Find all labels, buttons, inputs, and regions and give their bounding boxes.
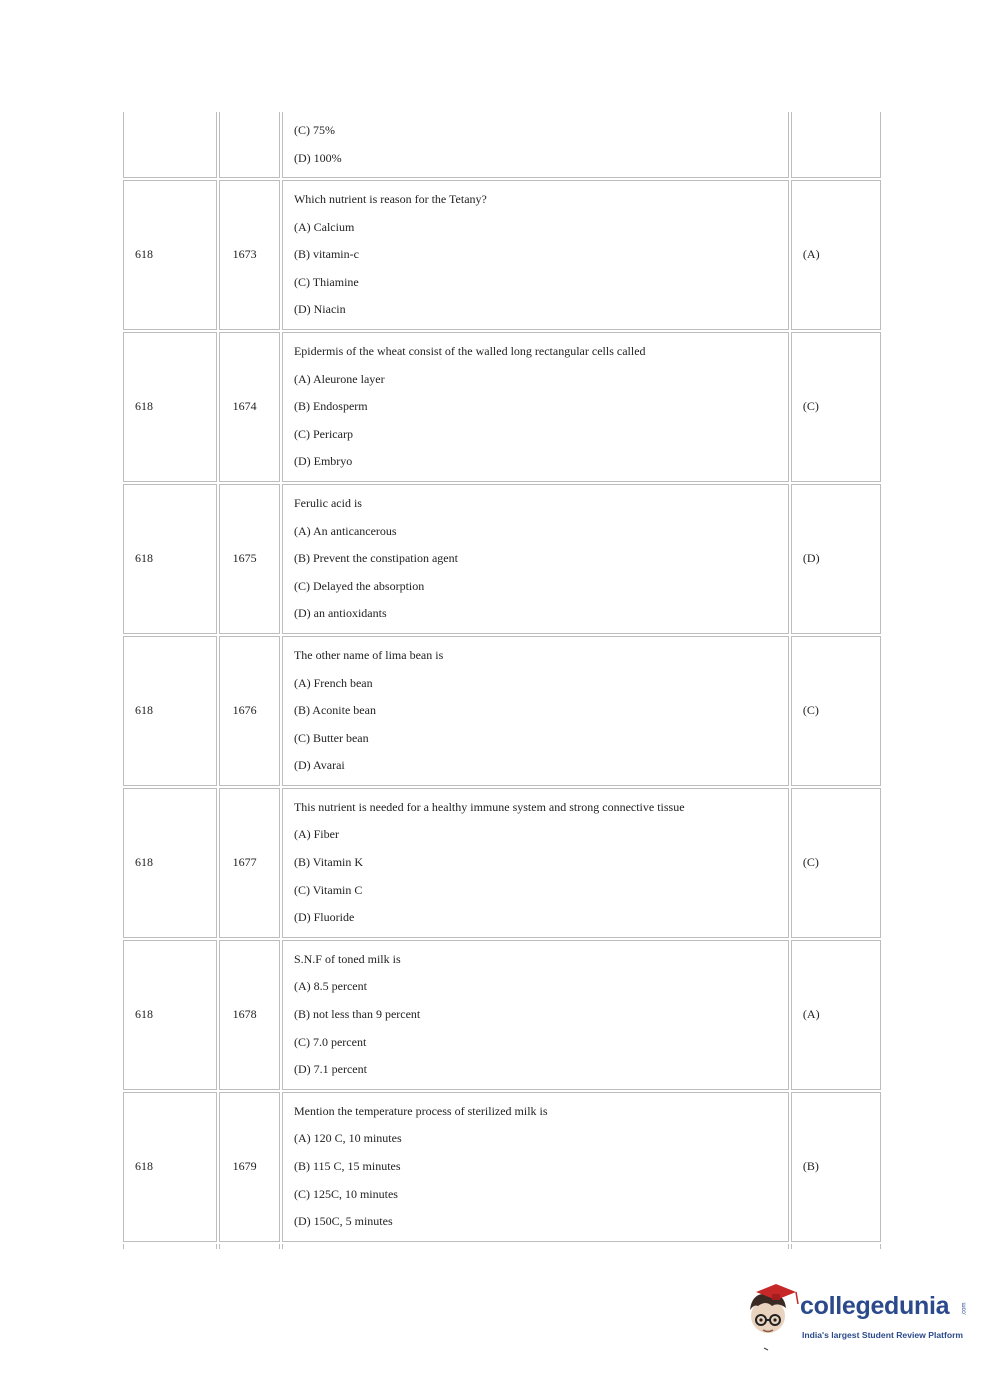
paper-cell: 618 bbox=[123, 788, 217, 938]
number-cell: 1673 bbox=[219, 180, 280, 330]
table-row bbox=[123, 180, 881, 330]
answer-cell: (A) bbox=[791, 940, 881, 1090]
option-text: (A) Fiber bbox=[293, 827, 339, 842]
question-text: Which nutrient is reason for the Tetany? bbox=[293, 192, 487, 206]
question-cell bbox=[282, 1244, 789, 1249]
paper-cell: 618 bbox=[123, 636, 217, 786]
option-text: (C) Vitamin C bbox=[293, 882, 363, 897]
paper-cell: 618 bbox=[123, 180, 217, 330]
answer-cell: (C) bbox=[791, 332, 881, 482]
answer-cell: (C) bbox=[791, 636, 881, 786]
table-row bbox=[123, 1092, 881, 1242]
question-cell bbox=[282, 940, 789, 1090]
option-text: (A) French bean bbox=[293, 675, 373, 690]
option-text: (C) Butter bean bbox=[293, 730, 369, 745]
number-cell bbox=[219, 112, 280, 178]
option-text: (C) 125C, 10 minutes bbox=[293, 1186, 398, 1201]
number-cell: 1678 bbox=[219, 940, 280, 1090]
option-text: (D) 7.1 percent bbox=[293, 1062, 367, 1077]
option-text: (A) 8.5 percent bbox=[293, 979, 367, 994]
paper-cell: 618 bbox=[123, 484, 217, 634]
question-text: This nutrient is needed for a healthy immune system and strong connective tissue bbox=[293, 799, 685, 814]
question-cell bbox=[282, 1092, 789, 1242]
number-cell: 1674 bbox=[219, 332, 280, 482]
answer-cell: (C) bbox=[791, 788, 881, 938]
answer-cell bbox=[791, 1244, 881, 1249]
option-text: (D) 100% bbox=[293, 150, 342, 165]
option-text: (A) 120 C, 10 minutes bbox=[293, 1131, 402, 1146]
answer-cell: (D) bbox=[791, 484, 881, 634]
question-text: Mention the temperature process of sterilized milk is bbox=[293, 1103, 548, 1118]
question-cell bbox=[282, 332, 789, 482]
option-text: (B) Prevent the constipation agent bbox=[293, 551, 458, 566]
table-row bbox=[123, 332, 881, 482]
paper-cell: 618 bbox=[123, 940, 217, 1090]
answer-cell: (A) bbox=[791, 180, 881, 330]
paper-cell: 618 bbox=[123, 1092, 217, 1242]
option-text: (B) 115 C, 15 minutes bbox=[293, 1159, 401, 1173]
question-cell bbox=[282, 636, 789, 786]
logo-suffix: .com bbox=[961, 1302, 968, 1316]
questions-table bbox=[121, 110, 883, 1251]
option-text: (A) Calcium bbox=[293, 219, 355, 234]
question-cell bbox=[282, 484, 789, 634]
logo-wordmark: collegedunia bbox=[800, 1292, 950, 1320]
option-text: (B) Aconite bean bbox=[293, 703, 376, 718]
option-text: (B) vitamin-c bbox=[293, 247, 359, 262]
number-cell: 1675 bbox=[219, 484, 280, 634]
option-text: (D) an antioxidants bbox=[293, 606, 387, 621]
question-cell bbox=[282, 112, 789, 178]
continuation-row bbox=[123, 1244, 881, 1249]
question-cell bbox=[282, 180, 789, 330]
option-text: (B) not less than 9 percent bbox=[293, 1007, 421, 1022]
answer-cell: (B) bbox=[791, 1092, 881, 1242]
answer-cell bbox=[791, 112, 881, 178]
option-text: (C) Delayed the absorption bbox=[293, 578, 425, 593]
option-text: (C) Pericarp bbox=[293, 426, 353, 441]
paper-cell: 618 bbox=[123, 332, 217, 482]
number-cell: 1676 bbox=[219, 636, 280, 786]
option-text: (A) An anticancerous bbox=[293, 523, 397, 538]
option-text: (B) Endosperm bbox=[293, 399, 368, 414]
question-text: Ferulic acid is bbox=[293, 495, 362, 510]
number-cell: 1677 bbox=[219, 788, 280, 938]
option-text: (C) 7.0 percent bbox=[293, 1034, 367, 1049]
paper-cell bbox=[123, 1244, 217, 1249]
question-cell bbox=[282, 788, 789, 938]
logo-tagline: India's largest Student Review Platform bbox=[802, 1330, 964, 1340]
number-cell bbox=[219, 1244, 280, 1249]
option-text: (A) Aleurone layer bbox=[293, 371, 385, 386]
option-text: (D) Fluoride bbox=[293, 910, 355, 925]
question-text: Epidermis of the wheat consist of the walled long rectangular cells called bbox=[293, 343, 646, 358]
option-text: (D) 150C, 5 minutes bbox=[293, 1214, 393, 1229]
table-row bbox=[123, 788, 881, 938]
question-text: S.N.F of toned milk is bbox=[293, 951, 401, 966]
number-cell: 1679 bbox=[219, 1092, 280, 1242]
table-row bbox=[123, 484, 881, 634]
continuation-row bbox=[123, 112, 881, 178]
table-row bbox=[123, 940, 881, 1090]
table-row bbox=[123, 636, 881, 786]
option-text: (C) 75% bbox=[293, 122, 335, 137]
question-text: The other name of lima bean is bbox=[293, 647, 444, 662]
option-text: (D) Avarai bbox=[293, 758, 345, 773]
option-text: (D) Embryo bbox=[293, 454, 353, 469]
option-text: (D) Niacin bbox=[293, 302, 346, 317]
option-text: (C) Thiamine bbox=[293, 274, 359, 289]
option-text: (B) Vitamin K bbox=[293, 855, 364, 870]
paper-cell bbox=[123, 112, 217, 178]
